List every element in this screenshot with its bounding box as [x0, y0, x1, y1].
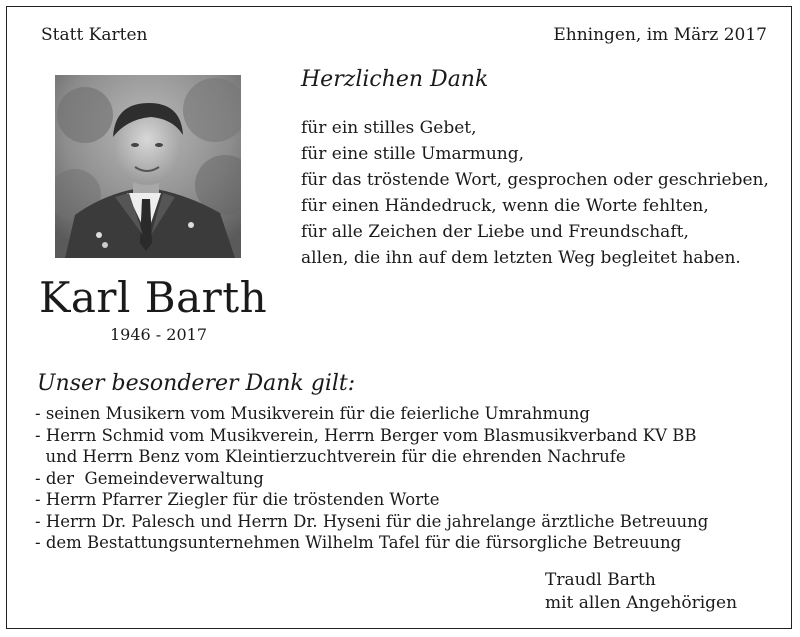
deceased-name: Karl Barth [39, 273, 268, 322]
list-item: - dem Bestattungsunternehmen Wilhelm Tafel für die fürsorgliche Betreuung [35, 533, 682, 552]
list-item: - Herrn Schmid vom Musikverein, Herrn Berger vom Blasmusikverband KV BB [35, 425, 697, 445]
special-thanks-heading: Unser besonderer Dank gilt: [37, 371, 356, 396]
header-left-text: Statt Karten [41, 25, 148, 45]
list-item: - Herrn Dr. Palesch und Herrn Dr. Hyseni für die jahrelange ärztliche Betreuung [35, 511, 709, 531]
poem-line: für alle Zeichen der Liebe und Freundschaft, [301, 222, 689, 242]
obituary-card [6, 6, 792, 629]
thanks-poem [301, 115, 769, 271]
signature-block [545, 569, 737, 615]
poem-line: für eine stille Umarmung, [301, 144, 525, 164]
special-thanks-list [35, 403, 708, 554]
list-item: und Herrn Benz vom Kleintierzuchtverein für die ehrenden Nachrufe [35, 447, 626, 466]
thanks-heading: Herzlichen Dank [301, 67, 489, 92]
signature-name: Traudl Barth [545, 570, 656, 590]
list-item: - Herrn Pfarrer Ziegler für die tröstenden Worte [35, 490, 440, 509]
poem-line: für das tröstende Wort, gesprochen oder geschrieben, [301, 170, 769, 190]
header-date-text: Ehningen, im März 2017 [553, 25, 767, 45]
portrait-photo [55, 75, 241, 258]
poem-line: für ein stilles Gebet, [301, 118, 477, 138]
poem-line: allen, die ihn auf dem letzten Weg begleitet haben. [301, 248, 741, 268]
list-item: - seinen Musikern vom Musikverein für die feierliche Umrahmung [35, 404, 590, 423]
life-years: 1946 - 2017 [110, 325, 208, 344]
list-item: - der Gemeindeverwaltung [35, 468, 264, 488]
signature-family: mit allen Angehörigen [545, 593, 738, 613]
poem-line: für einen Händedruck, wenn die Worte fehlten, [301, 196, 709, 216]
